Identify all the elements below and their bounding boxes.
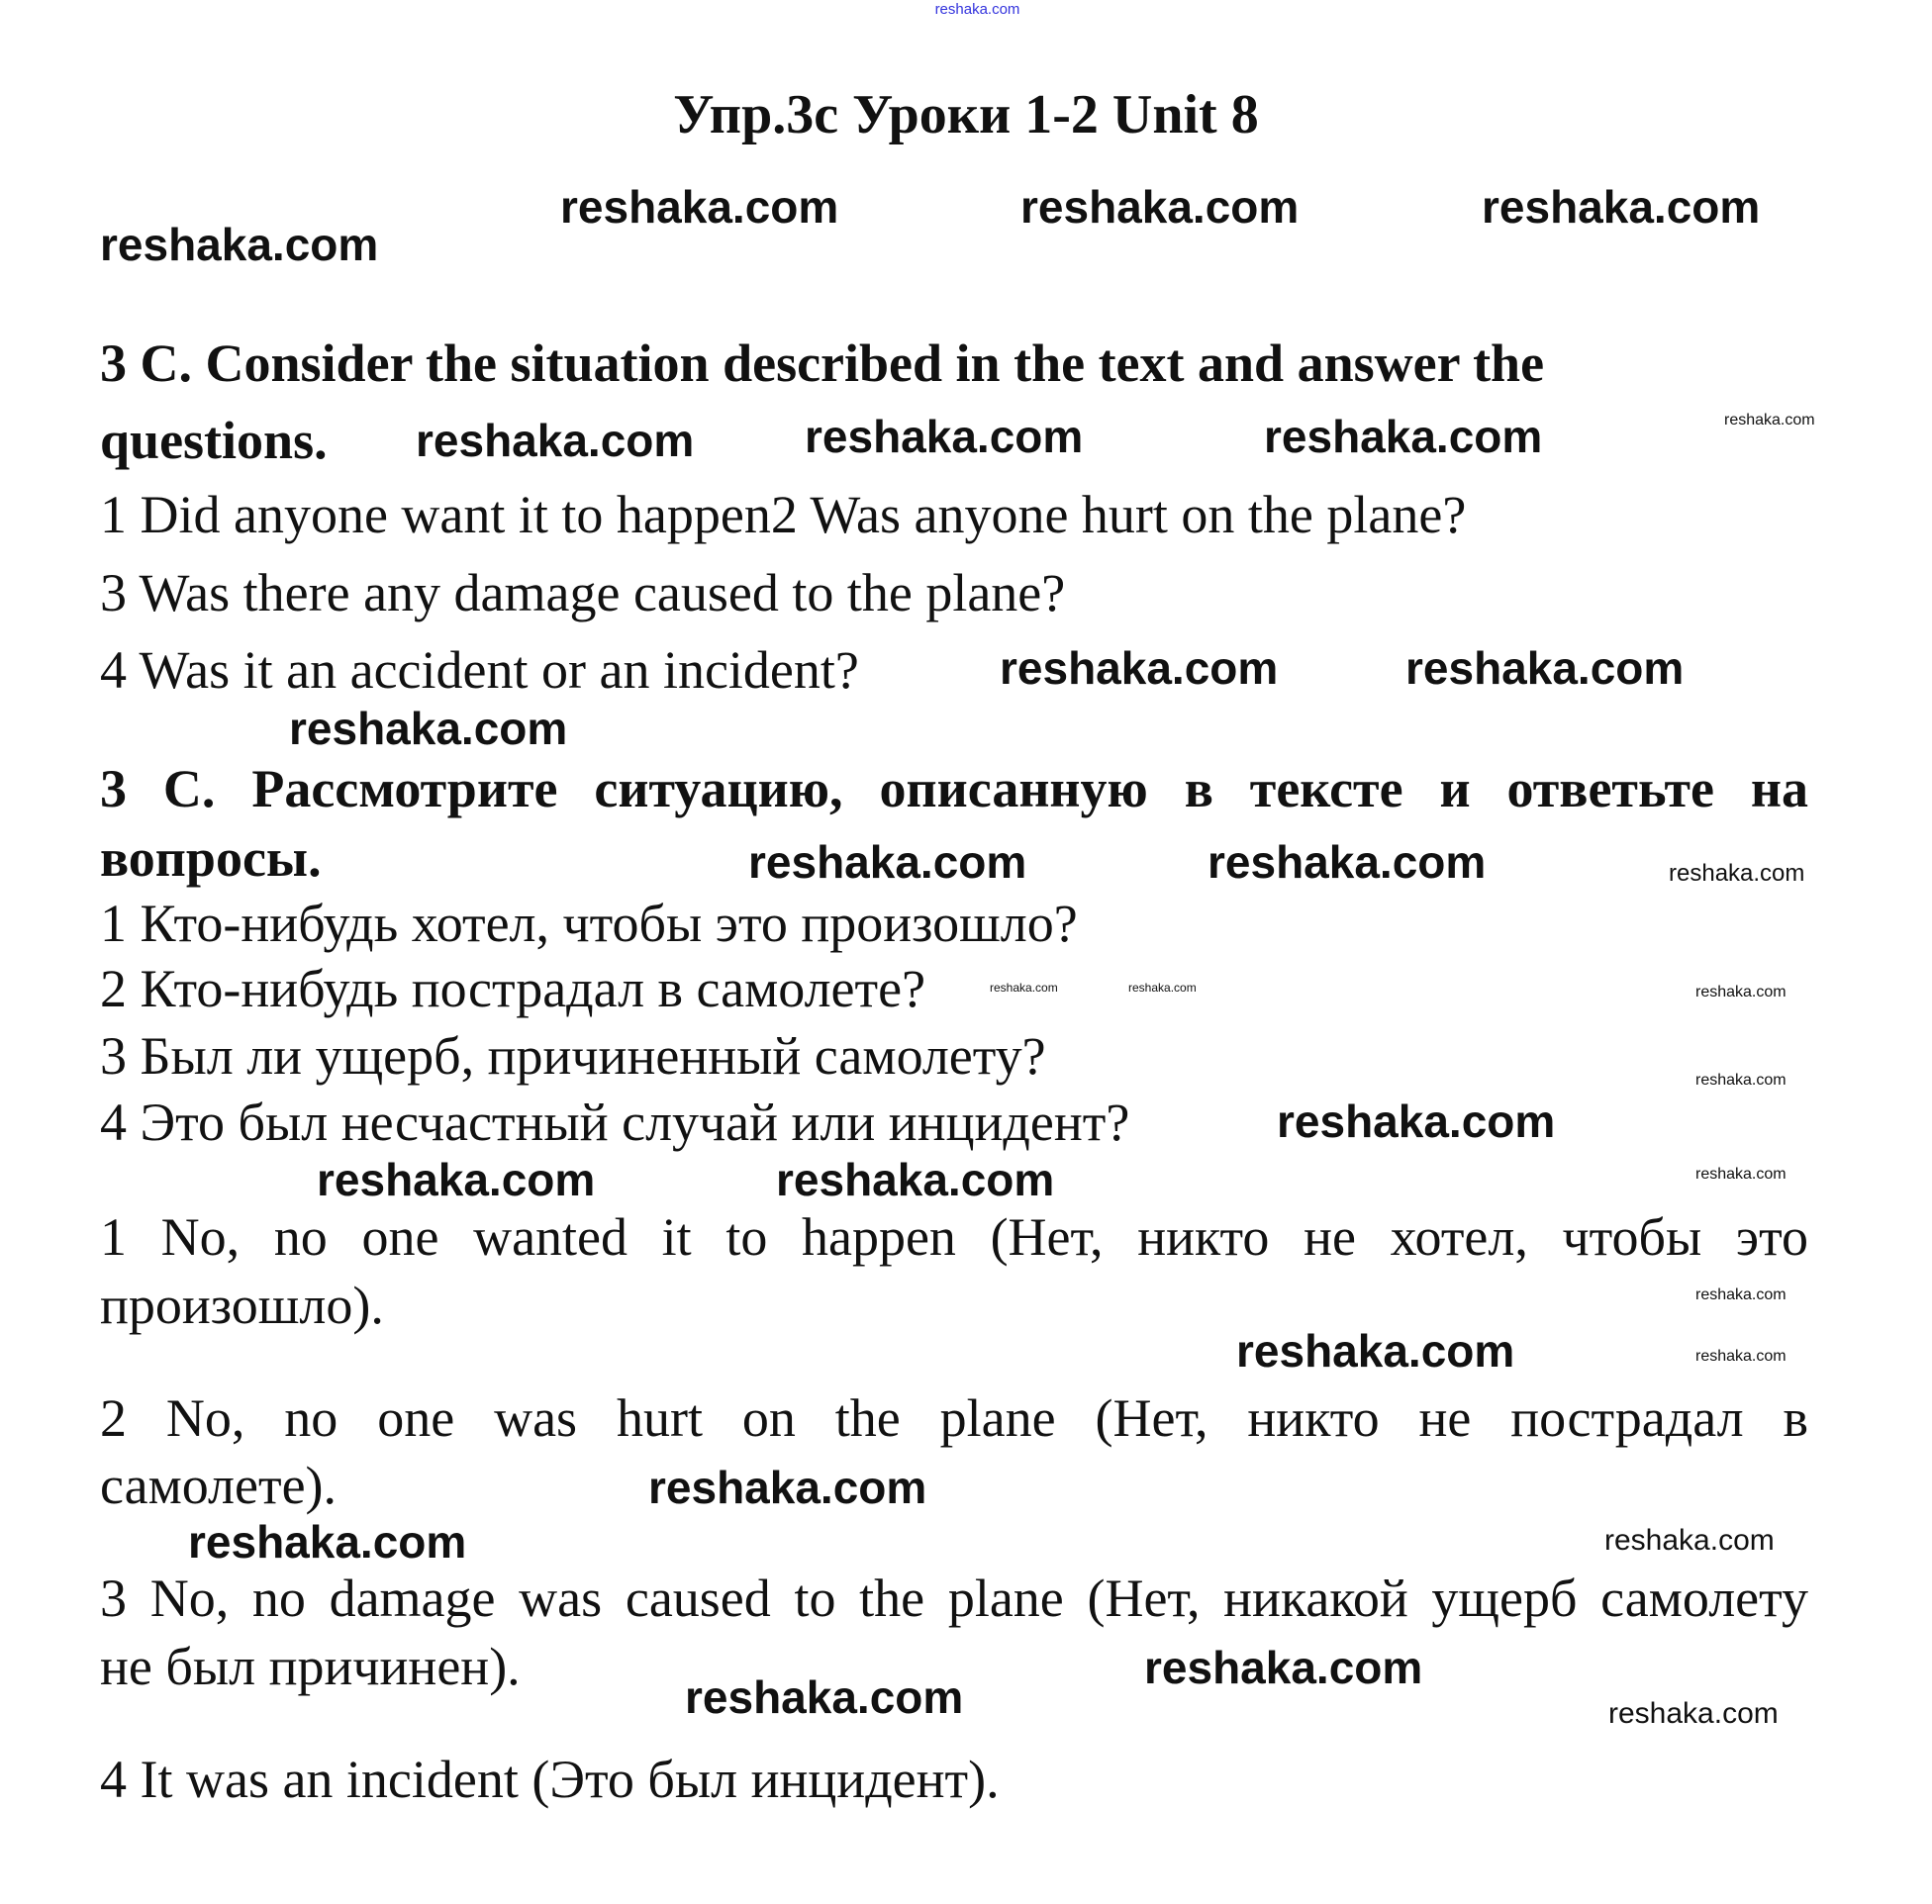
top-watermark: reshaka.com [934, 1, 1020, 18]
answer-1: 1 No, no one wanted it to happen (Нет, никто не хотел, чтобы это [100, 1207, 1808, 1267]
watermark: reshaka.com [188, 1516, 467, 1568]
english-heading-cont: questions. [100, 411, 328, 470]
answer-2-cont: самолете). [100, 1456, 338, 1515]
watermark: reshaka.com [1144, 1642, 1423, 1693]
answer-3-cont: не был причинен). [100, 1637, 521, 1696]
watermark: reshaka.com [560, 181, 839, 233]
watermark: reshaka.com [776, 1154, 1055, 1205]
watermark: reshaka.com [1695, 1348, 1787, 1365]
watermark: reshaka.com [416, 415, 695, 466]
watermark: reshaka.com [685, 1671, 964, 1723]
russian-question-1: 1 Кто-нибудь хотел, чтобы это произошло? [100, 894, 1078, 953]
watermark: reshaka.com [1236, 1325, 1515, 1377]
watermark: reshaka.com [317, 1154, 596, 1205]
watermark: reshaka.com [1695, 1166, 1787, 1183]
watermark: reshaka.com [1695, 1072, 1787, 1089]
watermark: reshaka.com [289, 703, 568, 754]
russian-heading-cont: вопросы. [100, 828, 322, 888]
watermark: reshaka.com [1128, 981, 1197, 995]
watermark: reshaka.com [1724, 412, 1815, 428]
watermark: reshaka.com [1604, 1524, 1775, 1557]
answer-2: 2 No, no one was hurt on the plane (Нет, никто не пострадал в [100, 1388, 1808, 1448]
watermark: reshaka.com [1000, 642, 1279, 694]
watermark: reshaka.com [748, 836, 1027, 888]
watermark: reshaka.com [990, 981, 1058, 995]
answer-1-cont: произошло). [100, 1276, 384, 1335]
watermark: reshaka.com [1405, 642, 1685, 694]
answer-4: 4 It was an incident (Это был инцидент). [100, 1750, 1000, 1809]
russian-heading: 3 C. Рассмотрите ситуацию, описанную в тексте и ответьте на [100, 759, 1808, 818]
watermark: reshaka.com [1608, 1697, 1779, 1730]
russian-question-3: 3 Был ли ущерб, причиненный самолету? [100, 1026, 1046, 1086]
answer-3: 3 No, no damage was caused to the plane (Нет, никакой ущерб самолету [100, 1569, 1808, 1628]
watermark: reshaka.com [1695, 1286, 1787, 1303]
watermark: reshaka.com [1264, 411, 1543, 462]
watermark: reshaka.com [648, 1462, 927, 1513]
watermark: reshaka.com [1482, 181, 1761, 233]
english-heading: 3 C. Consider the situation described in the text and answer the [100, 333, 1545, 393]
watermark: reshaka.com [1695, 984, 1787, 1000]
russian-question-4: 4 Это был несчастный случай или инцидент? [100, 1093, 1130, 1152]
english-question-4: 4 Was it an accident or an incident? [100, 640, 859, 700]
watermark: reshaka.com [100, 219, 379, 270]
watermark: reshaka.com [1669, 860, 1805, 887]
watermark: reshaka.com [1020, 181, 1300, 233]
watermark: reshaka.com [1277, 1095, 1556, 1147]
watermark: reshaka.com [805, 411, 1084, 462]
page-title: Упр.3с Уроки 1-2 Unit 8 [673, 84, 1259, 145]
english-question-1-2: 1 Did anyone want it to happen2 Was anyone hurt on the plane? [100, 485, 1467, 544]
english-question-3: 3 Was there any damage caused to the plane? [100, 563, 1066, 622]
watermark: reshaka.com [1208, 836, 1487, 888]
russian-question-2: 2 Кто-нибудь пострадал в самолете? [100, 959, 926, 1018]
